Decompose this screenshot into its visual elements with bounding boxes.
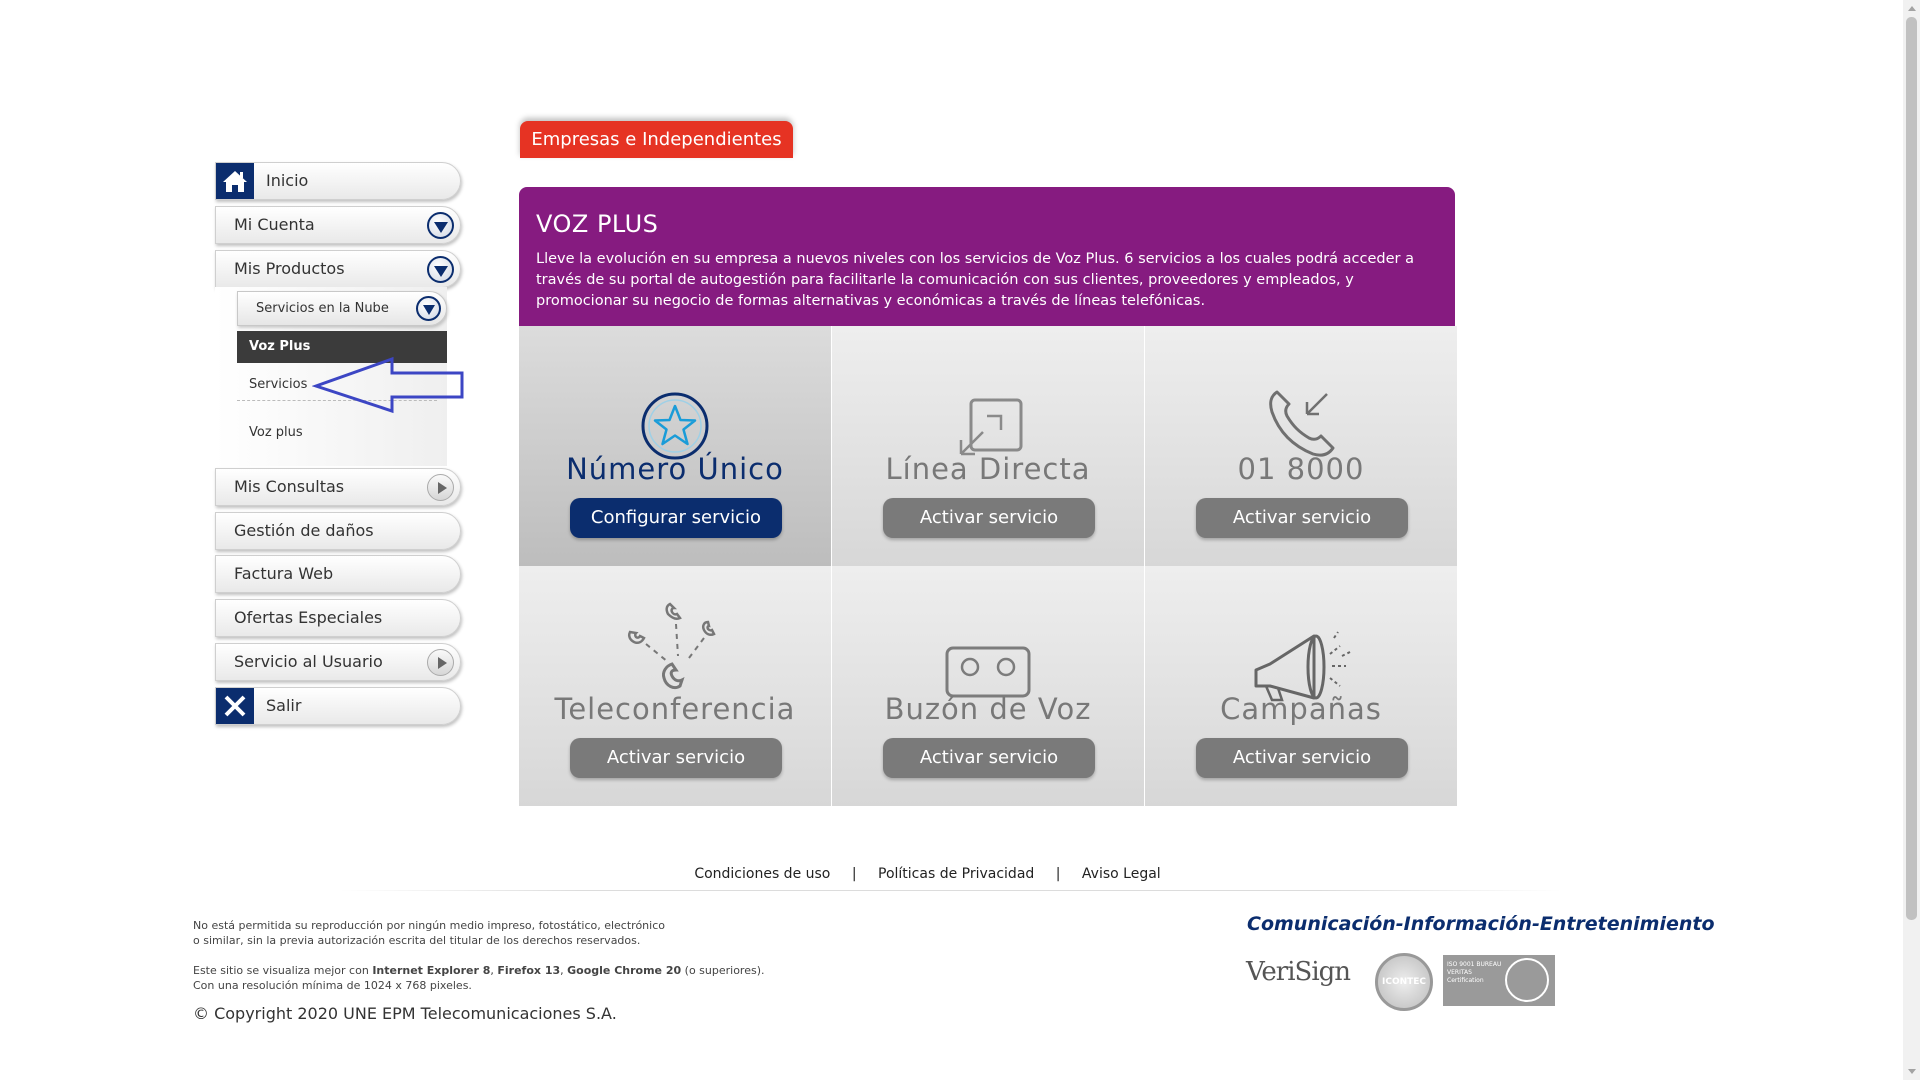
- activar-servicio-button[interactable]: Activar servicio: [570, 738, 782, 778]
- legal-line: No está permitida su reproducción por ningún medio impreso, fotostático, electrónico: [193, 919, 665, 932]
- sidebar-item-label: Salir: [266, 696, 302, 715]
- configurar-servicio-button[interactable]: Configurar servicio: [570, 498, 782, 538]
- sidebar-item-label: Inicio: [266, 171, 309, 190]
- sidebar-item-label: Ofertas Especiales: [234, 608, 383, 627]
- verisign-logo: VeriSign: [1246, 957, 1351, 987]
- sidebar-item-servicio-usuario[interactable]: [215, 643, 461, 681]
- footer-separator: |: [1055, 866, 1061, 882]
- chevron-right-icon: [427, 474, 454, 501]
- browser-notice: [193, 963, 765, 993]
- sidebar-item-factura-web[interactable]: [215, 555, 461, 593]
- voz-plus-header: [519, 187, 1455, 326]
- sidebar-item-inicio[interactable]: [215, 162, 461, 200]
- chevron-right-icon: [427, 649, 454, 676]
- submenu-voz-plus-active[interactable]: Voz Plus: [237, 331, 447, 363]
- footer-divider: [340, 890, 1562, 891]
- sidebar-item-label: Mis Consultas: [234, 477, 345, 496]
- chevron-down-icon: [427, 212, 454, 239]
- sidebar-item-label: Gestión de daños: [234, 521, 374, 540]
- sidebar-item-ofertas-especiales[interactable]: [215, 599, 461, 637]
- slogan: Comunicación-Información-Entretenimiento: [1247, 913, 1715, 935]
- activar-servicio-button[interactable]: Activar servicio: [1196, 498, 1408, 538]
- tile-title: Buzón de Voz: [884, 692, 1092, 726]
- sidebar-item-label: Factura Web: [234, 564, 334, 583]
- tile-01-8000[interactable]: [1145, 326, 1457, 566]
- home-icon: [216, 163, 254, 199]
- sidebar-item-mis-productos[interactable]: [215, 250, 461, 288]
- tile-title: Campañas: [1220, 692, 1382, 726]
- footer-link-privacidad[interactable]: Políticas de Privacidad: [878, 866, 1035, 882]
- sidebar-item-label: Mis Productos: [234, 259, 345, 278]
- sidebar-item-gestion-danos[interactable]: [215, 512, 461, 550]
- sidebar-item-mi-cuenta[interactable]: [215, 206, 461, 244]
- certification-seal-icon: ICONTEC: [1375, 953, 1433, 1011]
- activar-servicio-button[interactable]: Activar servicio: [883, 738, 1095, 778]
- activar-servicio-button[interactable]: Activar servicio: [1196, 738, 1408, 778]
- tile-linea-directa[interactable]: [832, 326, 1144, 566]
- tile-campanas[interactable]: [1145, 566, 1457, 806]
- submenu-label: Servicios en la Nube: [256, 301, 389, 316]
- close-icon: [216, 688, 254, 724]
- star-circle-icon: [519, 362, 831, 462]
- service-tiles-grid: [519, 326, 1457, 806]
- iso-certification-logo: ISO 9001 BUREAU VERITAS Certification: [1443, 955, 1555, 1006]
- submenu-voz-plus[interactable]: Voz plus: [249, 425, 303, 440]
- legal-notice: [193, 918, 665, 948]
- tile-title: Línea Directa: [885, 452, 1091, 486]
- tile-title: Número Único: [566, 452, 784, 486]
- incoming-call-icon: [1145, 362, 1457, 462]
- tile-title: 01 8000: [1237, 452, 1365, 486]
- tile-numero-unico[interactable]: [519, 326, 831, 566]
- tile-title: Teleconferencia: [554, 692, 796, 726]
- footer-link-aviso-legal[interactable]: Aviso Legal: [1081, 866, 1161, 882]
- tile-teleconferencia[interactable]: [519, 566, 831, 806]
- footer-link-condiciones[interactable]: Condiciones de uso: [694, 866, 831, 882]
- sidebar-item-label: Servicio al Usuario: [234, 652, 383, 671]
- legal-line: o similar, sin la previa autorización escrita del titular de los derechos reservados.: [193, 934, 641, 947]
- teleconference-icon: [519, 590, 831, 700]
- page-description: Lleve la evolución en su empresa a nuevos niveles con los servicios de Voz Plus. 6 servicios a los cuales podrá acceder a través de su portal de autogestión para facilitarle la comunicación con sus clientes, proveedores y empleados, y promocionar su negocio de formas alternativas y económicas a través de líneas telefónicas.: [536, 251, 1414, 309]
- sidebar-item-label: Mi Cuenta: [234, 215, 315, 234]
- page-scrollbar[interactable]: [1903, 0, 1920, 1080]
- megaphone-icon: [1145, 602, 1457, 702]
- chevron-down-icon: [427, 256, 454, 283]
- sidebar-item-mis-consultas[interactable]: [215, 468, 461, 506]
- section-tab-empresas[interactable]: Empresas e Independientes: [520, 121, 793, 158]
- activar-servicio-button[interactable]: Activar servicio: [883, 498, 1095, 538]
- legal-line: Este sitio se visualiza mejor con Internet Explorer 8, Firefox 13, Google Chrome 20 (o superiores).: [193, 964, 765, 977]
- submenu-servicios-nube[interactable]: [237, 291, 447, 326]
- footer-separator: |: [851, 866, 857, 882]
- submenu-servicios[interactable]: Servicios: [237, 369, 437, 401]
- page-title: VOZ PLUS: [536, 210, 659, 238]
- scrollbar-thumb[interactable]: [1906, 17, 1917, 920]
- copyright-text: © Copyright 2020 UNE EPM Telecomunicaciones S.A.: [193, 1004, 617, 1023]
- sidebar-item-salir[interactable]: [215, 687, 461, 725]
- chevron-down-icon: [416, 296, 441, 321]
- scroll-down-icon[interactable]: [1908, 1069, 1916, 1074]
- annotation-arrow-icon: [312, 356, 467, 414]
- scroll-up-icon[interactable]: [1908, 6, 1916, 11]
- legal-line: Con una resolución mínima de 1024 x 768 pixeles.: [193, 979, 472, 992]
- footer-links: [0, 866, 1855, 882]
- direct-line-icon: [832, 362, 1144, 462]
- voicemail-icon: [832, 602, 1144, 702]
- tile-buzon-de-voz[interactable]: [832, 566, 1144, 806]
